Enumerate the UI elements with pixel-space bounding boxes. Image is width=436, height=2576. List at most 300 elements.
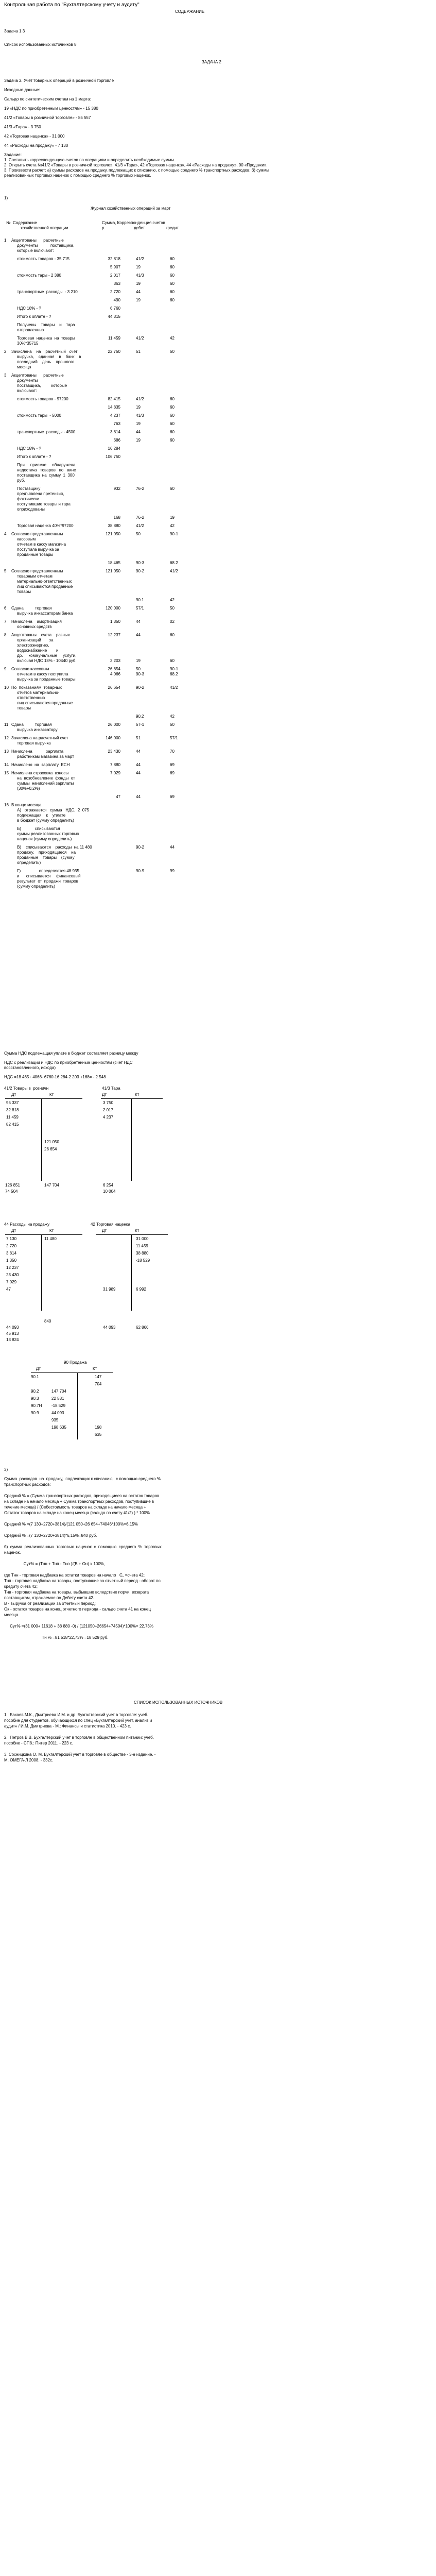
journal-row-sum: 686 (113, 438, 120, 443)
ledger-90-cell: 198 635 (51, 1425, 66, 1430)
vat-line: НДС =18 465+ 4066- 6760-16 284-2 203 +168= - 2 548 (4, 1075, 106, 1079)
ledger-90-row (31, 1403, 118, 1411)
ledger-412-credit-entry: 26 654 (44, 1147, 57, 1151)
journal-row-debit: 76-2 (136, 486, 145, 491)
journal-row-text: В) списываются расходы на 11 480 продажу, приходящиеся на проданные товары (сумму определить) (17, 845, 92, 865)
ledger-44-debit-column (6, 1236, 19, 1294)
journal-row (4, 446, 189, 451)
journal-row-credit: 90-1 68.2 (170, 667, 179, 676)
ledger-412-credit-entry: 121 050 (44, 1140, 59, 1144)
journal-row-number: 5 (4, 569, 7, 573)
journal-row-sum: 32 818 (108, 257, 120, 261)
ledger-44-total: 13 824 (6, 1337, 19, 1342)
ledger-42-credit-entry (136, 1280, 150, 1287)
calculation-line (4, 1539, 162, 1545)
journal-row (4, 845, 189, 866)
journal-row-credit: 57/1 (170, 736, 178, 740)
ledger-44-debit-entry: 1 350 (6, 1258, 17, 1263)
journal-row-credit: 69 (170, 771, 175, 775)
ledger-42-credit-entry: -18 529 (136, 1258, 150, 1263)
ledger-44-credit-entry (44, 1251, 57, 1258)
journal-row-debit: 44 (136, 749, 141, 754)
journal-row-sum: 7 880 (110, 762, 120, 767)
vat-line: восстановленного, исхода) (4, 1065, 56, 1070)
calculation-line: кредиту счета 42; (4, 1584, 38, 1589)
ledger-90-cell: 147 704 (51, 1389, 66, 1394)
ledger-44-dt: Дт (11, 1228, 16, 1233)
journal-row-credit: 44 (170, 845, 175, 850)
journal-row-credit: 69 (170, 794, 175, 799)
journal-row-sum: 4 237 (110, 413, 120, 418)
journal-row (4, 667, 189, 682)
journal-row-debit: 41/2 (136, 397, 144, 401)
ledger-90-rows (31, 1375, 118, 1439)
source-line (4, 1730, 155, 1735)
journal-row-sum: 16 284 (108, 446, 120, 451)
journal-row-credit: 60 (170, 438, 175, 443)
journal-row-credit: 60 60 (170, 633, 175, 663)
journal-table (4, 238, 189, 892)
ledger-90-row (31, 1425, 118, 1432)
ledger-42-debit-column (103, 1236, 115, 1294)
ledger-412-debit-entry: 82 415 (6, 1122, 19, 1127)
journal-row (4, 598, 189, 603)
document-title: Контрольная работа по "Бухгалтерскому учету и аудиту" (4, 2, 139, 8)
journal-row (4, 685, 189, 711)
journal-row-text: стоимость тары - 2 380 (11, 273, 61, 278)
journal-row-number: 4 (4, 532, 7, 536)
ledger-413-divider (131, 1098, 132, 1181)
task-intro-line: 41/2 «Товары в розничной торговле» - 85 557 (4, 115, 91, 120)
calculation-line: течение месяца) / (Себестоимость товаров на складе на начало месяца + (4, 1505, 146, 1510)
ledger-413-debit-entry: 4 237 (103, 1115, 114, 1120)
ledger-42-debit-entry (103, 1244, 115, 1251)
calculation-line: Тнв - торговая надбавка на товары, выбывшие вследствие порчи, возврата (4, 1590, 149, 1595)
ledger-90-rule (31, 1372, 113, 1373)
sources-list (4, 1713, 155, 1764)
journal-row-credit: 50 (170, 606, 175, 611)
journal-row (4, 803, 189, 823)
journal-row-debit: 90-2 (136, 845, 145, 850)
ledger-90-row (31, 1389, 118, 1396)
journal-row-sum: 26 654 4 066 (108, 667, 120, 676)
ledger-90-cell: -18 529 (51, 1403, 66, 1408)
journal-row-sum: 3 814 (110, 430, 120, 434)
ledger-412-kt: Кт (49, 1092, 54, 1097)
journal-row-debit: 19 (136, 405, 141, 410)
ledger-90-cell: 44 093 (51, 1411, 64, 1415)
journal-row-sum: 168 (113, 515, 120, 520)
journal-row (4, 290, 189, 295)
journal-row-sum: 12 237 2 203 (108, 633, 120, 663)
journal-row-credit: 60 (170, 397, 175, 401)
journal-row-debit: 50 90-3 (136, 667, 145, 676)
journal-row-credit: 60 (170, 430, 175, 434)
journal-row-credit: 68.2 (170, 561, 178, 565)
ledger-412-dt: Дт (11, 1092, 16, 1097)
journal-row-sum: 47 (116, 794, 120, 799)
journal-row-number: 10 (4, 685, 9, 690)
ledger-44-debit-entry: 12 237 (6, 1265, 19, 1270)
journal-row (4, 306, 189, 311)
calculation-line: Сумма расходов на продажу, подлежащих к списанию, с помощью среднего % (4, 1477, 161, 1481)
journal-row-sum: 490 (113, 298, 120, 302)
journal-row-debit: 19 (136, 281, 141, 286)
journal-row-sum: 932 (113, 486, 120, 491)
journal-row-debit: 50 (136, 532, 141, 536)
ledger-42-debit-entry (103, 1236, 115, 1244)
ledger-42-debit-entry: 31 989 (103, 1287, 116, 1292)
journal-row-sum: 5 907 (110, 265, 120, 269)
journal-header-debit: дебет (134, 226, 145, 230)
journal-row-credit: 42 (170, 714, 175, 719)
journal-row (4, 633, 189, 664)
journal-row (4, 373, 189, 394)
journal-row-sum: 18 465 (108, 561, 120, 565)
ledger-44-debit-entry: 7 029 (6, 1280, 17, 1284)
journal-row-debit: 41/2 (136, 257, 144, 261)
ledger-413-total: 6 254 (103, 1183, 114, 1188)
ledger-42-total: 44 093 (103, 1325, 116, 1330)
ledger-44-total: 44 093 (6, 1325, 19, 1330)
journal-row-text: транспортные расходы - 3 210 (11, 290, 78, 294)
ledger-90-row (31, 1382, 118, 1389)
ledger-44-rule (5, 1234, 82, 1235)
journal-row-text: В конце месяца: А) отражается сумма НДС, 2 075 подлежащая к уплате в бюджет (сумму определить) (11, 803, 90, 823)
calculation-line: транспортных расходов: (4, 1482, 51, 1487)
calculation-line: Средний % =(7 130+2720+3814)*6,15%=840 руб. (4, 1533, 97, 1538)
calculation-line: Тнп - торговая надбавка на товары, поступившие за отчетный период - оборот по (4, 1579, 161, 1583)
journal-row-text: По показаниям товарных отчетов материально- ответственных лиц списываются проданные товары (11, 685, 73, 710)
ledger-42-debit-entry (103, 1280, 115, 1287)
journal-row-credit: 70 (170, 749, 175, 754)
ledger-42-divider (131, 1234, 132, 1311)
ledger-412-debit-entry: 11 459 (6, 1115, 19, 1120)
journal-row (4, 736, 189, 746)
journal-row (4, 569, 189, 595)
ledger-42-credit-column (136, 1236, 150, 1294)
journal-row-text: Торговая наценка 40%*97200 (11, 523, 74, 528)
ledger-90-row (31, 1396, 118, 1403)
source-line (4, 1747, 155, 1752)
ledger-90-cell: 90.2 (31, 1389, 39, 1394)
journal-row-credit: 41/2 (170, 569, 178, 573)
ledger-42-heading: 42 Торговая наценка (91, 1222, 130, 1227)
journal-row-debit: 90.1 (136, 598, 144, 602)
journal-row (4, 336, 189, 346)
journal-row-debit: 41/2 (136, 336, 144, 341)
calculation-line (4, 1556, 162, 1562)
journal-row-debit: 19 (136, 438, 141, 443)
calculation-line: месяца. (4, 1613, 20, 1617)
ledger-44-credit-entry (44, 1273, 57, 1280)
journal-row-text: Начислена зарплата работникам магазина за март (11, 749, 74, 759)
task-intro-line: Задание: (4, 152, 22, 157)
source-line: аудит» / И.М. Дмитриева - М.: Финансы и статистика 2010. - 423 с. (4, 1724, 131, 1728)
calculation-line: где Тнн - торговая надбавка на остатки товаров на начало С„ =счета 42; (4, 1573, 145, 1578)
calculation-line (4, 1528, 162, 1533)
task-intro-line: 41/3 «Тара» - 3 750 (4, 125, 41, 129)
calculation-line: Средний % = (Сумма транспортных расходов, приходящиеся на остаток товаров (4, 1494, 160, 1498)
ledger-42-total: 62 866 (136, 1325, 149, 1330)
journal-title: Журнал хозяйственных операций за март (91, 206, 171, 211)
ledger-412-balance: 74 504 (5, 1189, 18, 1194)
journal-row-debit: 90-3 (136, 561, 145, 565)
ledger-44-debit-entry: 2 720 (6, 1244, 17, 1248)
journal-row (4, 722, 189, 733)
journal-row (4, 257, 189, 262)
journal-row-text: транспортные расходы - 4500 (11, 430, 76, 434)
journal-row-credit: 60 (170, 298, 175, 302)
journal-row-text: Зачислена на расчетный счет торговая выручка (11, 736, 68, 745)
journal-row-text: Сдана торговая выручка инкассатору (11, 722, 58, 732)
ledger-412-credit-column (44, 1140, 59, 1154)
ledger-44-debit-entry: 47 (6, 1287, 11, 1292)
ledger-44-debit-entry: 23 430 (6, 1273, 19, 1277)
ledger-42-credit-entry: 31 000 (136, 1236, 149, 1241)
ledger-412-rule (5, 1098, 82, 1099)
journal-row-text: стоимость тары - 5000 (11, 413, 61, 418)
journal-row (4, 349, 189, 370)
ledger-90-cell: 147 (95, 1375, 102, 1379)
journal-row-sum: 22 750 (108, 349, 120, 354)
journal-row-debit: 76-2 (136, 515, 145, 520)
calculation-line (4, 1567, 162, 1573)
journal-row-number: 14 (4, 762, 9, 767)
journal-row (4, 314, 189, 319)
ledger-412-debit-entry: 95 337 (6, 1100, 19, 1105)
journal-row (4, 405, 189, 410)
journal-row-text: НДС 18% - ? (11, 306, 41, 311)
ledger-413-rule (101, 1098, 163, 1099)
ledger-413-dt: Дт (102, 1092, 107, 1097)
calculation-block (4, 1477, 162, 1641)
journal-row-credit: 60 (170, 413, 175, 418)
journal-row-sum: 44 315 (108, 314, 120, 319)
calc-number: 3) (4, 1467, 8, 1472)
journal-row-credit: 60 (170, 281, 175, 286)
journal-row-sum: 11 459 (108, 336, 120, 341)
task-intro-line: 42 «Торговая наценка» - 31 000 (4, 134, 65, 139)
journal-row-sum: 38 880 (108, 523, 120, 528)
journal-row-sum: 120 000 (106, 606, 120, 611)
ledger-413-debit-column (103, 1100, 113, 1122)
journal-header-col1: № Содержание (6, 221, 37, 225)
journal-header-credit: кредит (166, 226, 179, 230)
journal-header-col1b: хозяйственной операции (21, 226, 68, 230)
ledger-90-kt: Кт (93, 1366, 97, 1371)
toc-item-2: Список использованных источников 8 (4, 42, 77, 47)
calculation-line: б) сумма реализованных торговых наценок с помощью среднего % торговых (4, 1545, 162, 1549)
journal-row-debit: 90.2 (136, 714, 144, 719)
source-line: пособие для студентов, обучающихся по спец «Бухгалтерский учет, анализ и (4, 1718, 152, 1723)
task-intro-line: 3. Произвести расчет: а) суммы расходов на продажу, подлежащих к списанию, с помощью среднего % транспортных расходов; б) суммы реализованных торговых наценок с помощью среднего % торговых наценок. (4, 168, 269, 178)
ledger-413-debit-entry: 3 750 (103, 1100, 114, 1105)
journal-row-credit: 42 (170, 598, 175, 602)
journal-row-sum: 26 654 (108, 685, 120, 690)
journal-row-text: Акцептованы расчетные документы поставщика, которые включают: (11, 238, 75, 253)
calculation-line (4, 1618, 162, 1624)
ledger-42-credit-entry: 11 459 (136, 1244, 148, 1248)
vat-line: НДС с реализации и НДС по приобретенным ценностям (счет НДС (4, 1060, 133, 1065)
calculation-line: Остаток товаров на складе на конец месяца (сальдо по счету 41/2) ) * 100% (4, 1511, 150, 1515)
journal-row (4, 619, 189, 630)
journal-row-text: НДС 18% - ? (11, 446, 41, 451)
journal-row (4, 323, 189, 333)
journal-row-number: 6 (4, 606, 7, 611)
journal-row-sum: 6 760 (110, 306, 120, 311)
ledger-90-row (31, 1411, 118, 1418)
ledger-412-debit-column (6, 1100, 19, 1129)
journal-row (4, 413, 189, 418)
ledger-413-debit-entry: 2 017 (103, 1108, 114, 1112)
ledger-90-cell: 90.7Н (31, 1403, 42, 1408)
journal-row-debit: 19 (136, 265, 141, 269)
journal-row (4, 486, 189, 512)
ledger-412-total-kt: 147 704 (44, 1183, 59, 1188)
journal-row-sum: 1 350 (110, 619, 120, 624)
journal-row-debit: 51 (136, 736, 141, 740)
journal-row-debit: 41/2 (136, 523, 144, 528)
ledger-90-row (31, 1375, 118, 1382)
journal-row-credit: 99 (170, 869, 175, 873)
journal-row-credit: 90-1 (170, 532, 179, 536)
journal-row-debit: 44 (136, 619, 141, 624)
ledger-412-debit-entry: 32 818 (6, 1108, 19, 1112)
ledger-42-debit-entry (103, 1273, 115, 1280)
vat-line: Сумма НДС подлежащая уплате в бюджет составляет разницу между (4, 1051, 138, 1056)
journal-row (4, 265, 189, 270)
journal-row-text: Акцептованы счета разных организаций за электроэнергию, водоснабжение и др. коммунальные услуги, включая НДС 18% - 10440 руб. (11, 633, 77, 663)
calculation-line: наценок. (4, 1550, 21, 1555)
journal-row-debit: 90-2 (136, 685, 145, 690)
ledger-42-debit-entry (103, 1251, 115, 1258)
journal-row-text: стоимость товаров - 97200 (11, 397, 68, 401)
source-line: 1. Бакаев М.К., Дмитриева И.М. и др. Бухгалтерский учет в торговле: учеб. (4, 1713, 149, 1717)
ledger-90-cell: 635 (95, 1432, 102, 1437)
calculation-line: Сут% = (Тнн + Тнп - Тно )/(В + Он) х 100%, (4, 1562, 106, 1566)
ledger-90-cell: 935 (51, 1418, 59, 1422)
journal-row-sum: 14 835 (108, 405, 120, 410)
journal-row-credit: 60 (170, 257, 175, 261)
journal-row-sum: 2 017 (110, 273, 120, 278)
journal-row-credit: 60 (170, 273, 175, 278)
journal-row (4, 430, 189, 435)
journal-header-col2: Сумма, Корреспонденция счетов (102, 221, 165, 225)
sources-title: СПИСОК ИСПОЛЬЗОВАННЫХ ИСТОЧНИКОВ (134, 1700, 223, 1705)
journal-row-debit: 19 (136, 421, 141, 426)
journal-row-credit: 60 (170, 405, 175, 410)
calculation-line (4, 1630, 162, 1635)
ledger-90-dt: Дт (36, 1366, 41, 1371)
journal-row-number: 2 (4, 349, 7, 354)
journal-row (4, 421, 189, 427)
journal-row (4, 749, 189, 759)
journal-row-number: 8 (4, 633, 7, 637)
journal-row-sum: 146 000 (106, 736, 120, 740)
ledger-90-cell: 704 (95, 1382, 102, 1386)
journal-row-credit: 60 (170, 486, 175, 491)
ledger-42-debit-entry (103, 1258, 115, 1265)
journal-row-sum: 763 (113, 421, 120, 426)
journal-row-text: Б) списываются суммы реализованных торговых наценок (сумму определить) (17, 826, 79, 841)
journal-row-credit: 19 (170, 515, 175, 520)
calculation-line: В - выручка от реализации за отчетный период; (4, 1601, 96, 1606)
ledger-44-total: 840 (44, 1319, 51, 1324)
ledger-412-divider (41, 1098, 42, 1181)
calculation-line: Средний % =(7 130+2720+3814)/(121 050+26 654+74046*100%=6,15% (4, 1522, 138, 1527)
journal-row-credit: 42 (170, 336, 175, 341)
journal-row-text: Начислена страховка взносы на возобновление фонды от суммы начислений зарплаты (30%+0,2%) (11, 771, 75, 791)
journal-row (4, 826, 189, 842)
ledger-90-cell: 90.3 (31, 1396, 39, 1401)
journal-row-debit: 44 (136, 794, 141, 799)
ledger-44-credit-entry (44, 1265, 57, 1273)
journal-row-debit: 44 (136, 430, 141, 434)
ledger-412-total: 126 851 (5, 1183, 20, 1188)
ledger-90-cell: 198 (95, 1425, 102, 1430)
contents-heading: СОДЕРЖАНИЕ (175, 9, 205, 14)
ledger-42-debit-entry (103, 1265, 115, 1273)
journal-row-credit: 60 (170, 421, 175, 426)
journal-row-credit: 50 (170, 722, 175, 727)
journal-row-debit: 44 19 (136, 633, 141, 663)
calculation-line (4, 1516, 162, 1522)
journal-row-text: Итого к оплате - ? (11, 454, 51, 459)
journal-row-sum: 363 (113, 281, 120, 286)
journal-row-number: 3 (4, 373, 7, 378)
journal-row-number: 13 (4, 749, 9, 754)
ledger-44-credit-column (44, 1236, 57, 1294)
ledger-412-heading: 41/2 Товары в розничн (4, 1086, 49, 1091)
journal-row (4, 454, 189, 460)
ledger-42-credit-entry: 38 880 (136, 1251, 149, 1256)
journal-row-number: 11 (4, 722, 9, 727)
ledger-44-credit-entry (44, 1244, 57, 1251)
ledger-42-kt: Кт (135, 1228, 139, 1233)
ledger-90-cell: 90.9 (31, 1411, 39, 1415)
calculation-line: Тн % =81 518*22,73% =18 529 руб. (4, 1635, 109, 1640)
journal-row-text: При приемке обнаружена недостача товаров по вине поставщика на сумму 1 300 руб. (17, 463, 76, 483)
ledger-44-heading: 44 Расходы на продажу (4, 1222, 50, 1227)
journal-row (4, 714, 189, 719)
journal-row-debit: 51 (136, 349, 141, 354)
journal-row-text: Начислено на зарплату ЕСН (11, 762, 70, 767)
journal-row-number: 16 (4, 803, 9, 807)
journal-row-text: Согласно кассовым отчетам в кассу поступила выручка за проданные товары (11, 667, 76, 682)
ledger-90-cell: 22 531 (51, 1396, 64, 1401)
journal-row-debit: 57/1 (136, 606, 144, 611)
journal-row-debit: 19 (136, 298, 141, 302)
journal-row-sum: 23 430 (108, 749, 120, 754)
journal-row (4, 869, 189, 889)
task-intro-line: 1. Составить корреспонденцию счетов по операциям и определить необходимые суммы. (4, 158, 176, 162)
ledger-90-row (31, 1418, 118, 1425)
calculation-line: Ок - остаток товаров на конец отчетного периода - сальдо счета 41 на конец (4, 1607, 151, 1612)
journal-row-text: Начислена амортизация основных средств (11, 619, 62, 629)
journal-header-col2b: р. (102, 226, 106, 230)
journal-row (4, 397, 189, 402)
ledger-90-heading: 90 Продажа (64, 1360, 87, 1365)
ledger-44-credit-entry: 11 480 (44, 1236, 57, 1241)
journal-row (4, 298, 189, 303)
calculation-line: поставщикам, отражаемое по Дебету счета 42. (4, 1596, 94, 1600)
journal-row-credit: 60 (170, 265, 175, 269)
journal-row-debit: 44 (136, 290, 141, 294)
ledger-44-divider (41, 1234, 42, 1311)
journal-row (4, 273, 189, 278)
journal-row (4, 606, 189, 616)
